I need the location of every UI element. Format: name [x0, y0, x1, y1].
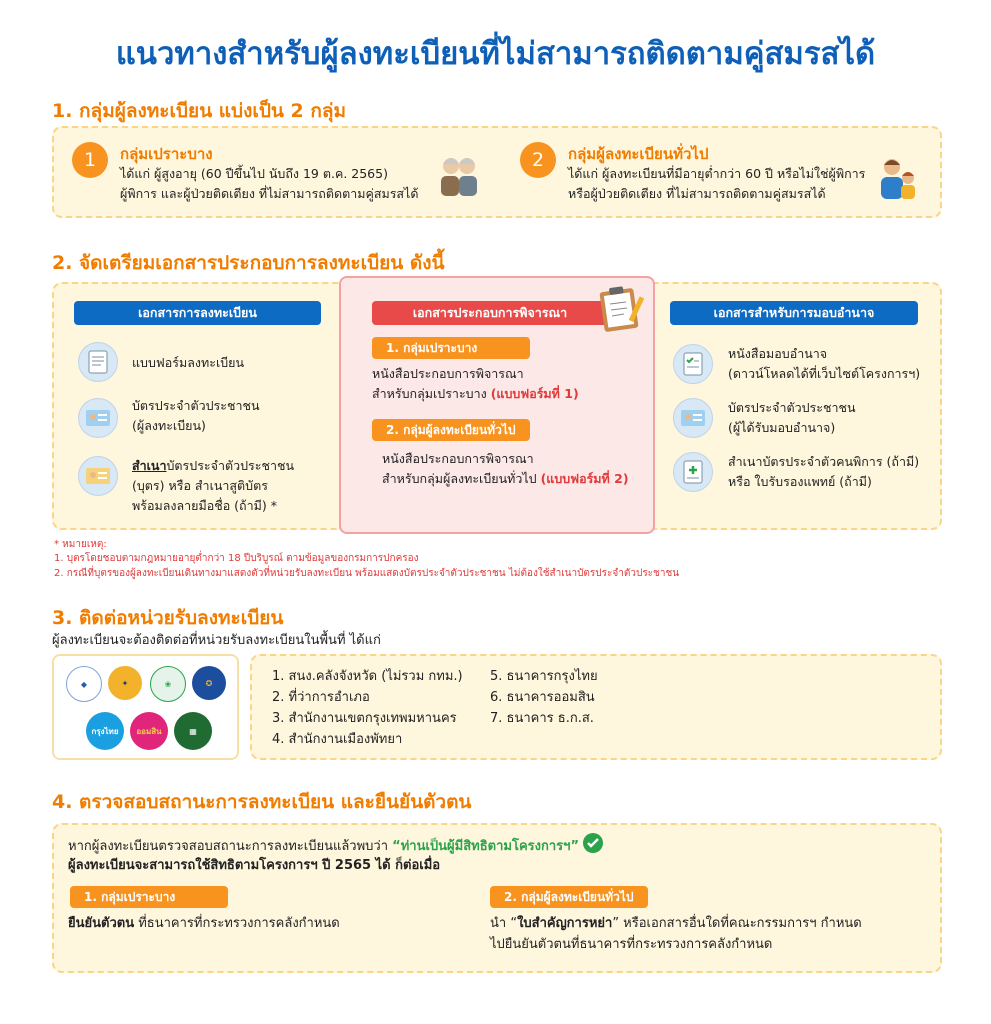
bangkok-seal-logo: ❀	[150, 666, 186, 702]
col2-group2-label: 2. กลุ่มผู้ลงทะเบียนทั่วไป	[372, 419, 530, 441]
col2-group2-line2-text: สำหรับกลุ่มผู้ลงทะเบียนทั่วไป	[382, 471, 537, 486]
col1-item1: แบบฟอร์มลงทะเบียน	[132, 355, 245, 370]
section4-heading: 4. ตรวจสอบสถานะการลงทะเบียน และยืนยันตัวตน	[52, 791, 472, 813]
check-circle-icon	[583, 833, 603, 860]
sec4-group2-post: ” หรือเอกสารอื่นใดที่คณะกรรมการฯ กำหนด	[612, 916, 862, 931]
sec4-group1-rest: ที่ธนาคารที่กระทรวงการคลังกำหนด	[134, 916, 340, 931]
col3-item1-line1: หนังสือมอบอำนาจ	[728, 346, 828, 361]
id-card-proxy-icon	[673, 398, 713, 438]
col1-header: เอกสารการลงทะเบียน	[74, 301, 321, 325]
agency-2: 2. ที่ว่าการอำเภอ	[272, 690, 370, 705]
authorization-checklist-icon	[673, 344, 713, 384]
pattaya-seal-logo: ✪	[192, 666, 226, 700]
logos-box	[52, 654, 239, 760]
section1-heading: 1. กลุ่มผู้ลงทะเบียน แบ่งเป็น 2 กลุ่ม	[52, 100, 347, 122]
status-line1-text: หากผู้ลงทะเบียนตรวจสอบสถานะการลงทะเบียนแล้วพบว่า	[68, 839, 389, 854]
col1-item3-line1	[132, 456, 294, 476]
page-title: แนวทางสำหรับผู้ลงทะเบียนที่ไม่สามารถติดตามคู่สมรสได้	[115, 36, 876, 72]
section4-box	[52, 823, 942, 973]
col3-header: เอกสารสำหรับการมอบอำนาจ	[670, 301, 918, 325]
col2-group1-label: 1. กลุ่มเปราะบาง	[372, 337, 530, 359]
agency-6: 6. ธนาคารออมสิน	[490, 690, 595, 705]
group1-line1: ได้แก่ ผู้สูงอายุ (60 ปีขึ้นไป นับถึง 19 ต.ค. 2565)	[120, 166, 388, 181]
clipboard-pen-icon	[598, 282, 646, 334]
col1-item3-line3: พร้อมลงลายมือชื่อ (ถ้ามี) *	[132, 498, 277, 513]
gsb-logo: ออมสิน	[130, 712, 168, 750]
group1-line2: ผู้พิการ และผู้ป่วยติดเตียง ที่ไม่สามารถติดตามคู่สมรสได้	[120, 186, 419, 201]
col2-group1-line1: หนังสือประกอบการพิจารณา	[372, 366, 524, 381]
provincial-seal-logo: ✦	[108, 666, 142, 700]
medical-certificate-icon	[673, 452, 713, 492]
sec4-group1-text	[68, 913, 340, 934]
id-card-child-icon	[78, 456, 118, 496]
col2-group1-line2	[372, 384, 579, 404]
group2-line1: ได้แก่ ผู้ลงทะเบียนที่มีอายุต่ำกว่า 60 ปี หรือไม่ใช่ผู้พิการ	[568, 166, 866, 181]
form2-label: (แบบฟอร์มที่ 2)	[540, 471, 629, 486]
id-card-person-icon	[78, 398, 118, 438]
agency-4: 4. สำนักงานเมืองพัทยา	[272, 732, 403, 747]
col3-item2-line1: บัตรประจำตัวประชาชน	[728, 400, 856, 415]
col2-group1-line2-text: สำหรับกลุ่มเปราะบาง	[372, 386, 487, 401]
note-heading: * หมายเหตุ:	[54, 539, 107, 550]
note-2: 2. กรณีที่บุตรของผู้ลงทะเบียนเดินทางมาแสดงตัวที่หน่วยรับลงทะเบียน พร้อมแสดงบัตรประจำตัวประชาชน ไม่ต้องใช้สำเนาบัตรประจำตัวประชาชน	[54, 568, 680, 579]
parent-child-icon	[876, 156, 920, 200]
group2-title: กลุ่มผู้ลงทะเบียนทั่วไป	[568, 145, 709, 163]
col3-item2-line2: (ผู้ได้รับมอบอำนาจ)	[728, 420, 836, 435]
sec4-group2-line2: ไปยืนยันตัวตนที่ธนาคารที่กระทรวงการคลังกำหนด	[490, 937, 773, 952]
baac-logo: ▦	[174, 712, 212, 750]
col3-item3-line2: หรือ ใบรับรองแพทย์ (ถ้ามี)	[728, 474, 872, 489]
status-line2: ผู้ลงทะเบียนจะสามารถใช้สิทธิตามโครงการฯ ปี 2565 ได้ ก็ต่อเมื่อ	[68, 858, 441, 873]
form-document-icon	[78, 342, 118, 382]
col1-item2-line1: บัตรประจำตัวประชาชน	[132, 398, 260, 413]
col3-item3-line1: สำเนาบัตรประจำตัวคนพิการ (ถ้ามี)	[728, 454, 920, 469]
agency-5: 5. ธนาคารกรุงไทย	[490, 669, 598, 684]
sec4-group1-label: 1. กลุ่มเปราะบาง	[70, 886, 228, 908]
section3-heading: 3. ติดต่อหน่วยรับลงทะเบียน	[52, 607, 284, 629]
agencies-box	[250, 654, 942, 760]
verify-identity-bold: ยืนยันตัวตน	[68, 916, 135, 931]
col2-group2-line1: หนังสือประกอบการพิจารณา	[382, 451, 534, 466]
group2-line2: หรือผู้ป่วยติดเตียง ที่ไม่สามารถติดตามคู่สมรสได้	[568, 186, 826, 201]
group1-title: กลุ่มเปราะบาง	[120, 145, 213, 163]
group2-number: 2	[520, 142, 556, 178]
col2-header: เอกสารประกอบการพิจารณา	[372, 301, 608, 325]
ministry-finance-logo: ◆	[66, 666, 102, 702]
sec4-group2-line1	[490, 913, 862, 934]
section3-subtitle: ผู้ลงทะเบียนจะต้องติดต่อที่หน่วยรับลงทะเบียนในพื้นที่ ได้แก่	[52, 633, 381, 648]
sec4-group2-label: 2. กลุ่มผู้ลงทะเบียนทั่วไป	[490, 886, 648, 908]
col1-item3-line1-text: บัตรประจำตัวประชาชน	[166, 458, 295, 473]
col1-item3-line2: (บุตร) หรือ สำเนาสูติบัตร	[132, 478, 268, 493]
col1-item2-line2: (ผู้ลงทะเบียน)	[132, 418, 206, 433]
elderly-couple-icon	[436, 152, 482, 198]
eligible-status: “ท่านเป็นผู้มีสิทธิตามโครงการฯ”	[392, 839, 579, 854]
group1-number: 1	[72, 142, 108, 178]
section2-heading: 2. จัดเตรียมเอกสารประกอบการลงทะเบียน ดังนี้	[52, 252, 445, 274]
copy-underline-label: สำเนา	[132, 458, 167, 473]
note-1: 1. บุตรโดยชอบตามกฎหมายอายุต่ำกว่า 18 ปีบริบูรณ์ ตามข้อมูลของกรมการปกครอง	[54, 553, 419, 564]
divorce-certificate-bold: ใบสำคัญการหย่า	[517, 916, 613, 931]
section1-box	[52, 126, 942, 218]
form1-label: (แบบฟอร์มที่ 1)	[490, 386, 579, 401]
agency-7: 7. ธนาคาร ธ.ก.ส.	[490, 711, 594, 726]
agency-3: 3. สำนักงานเขตกรุงเทพมหานคร	[272, 711, 457, 726]
col2-group2-line2	[382, 469, 629, 489]
col3-item1-line2: (ดาวน์โหลดได้ที่เว็บไซต์โครงการฯ)	[728, 366, 921, 381]
sec4-group2-pre: นำ “	[490, 916, 518, 931]
agency-1: 1. สนง.คลังจังหวัด (ไม่รวม กทม.)	[272, 669, 463, 684]
krungthai-logo: กรุงไทย	[86, 712, 124, 750]
